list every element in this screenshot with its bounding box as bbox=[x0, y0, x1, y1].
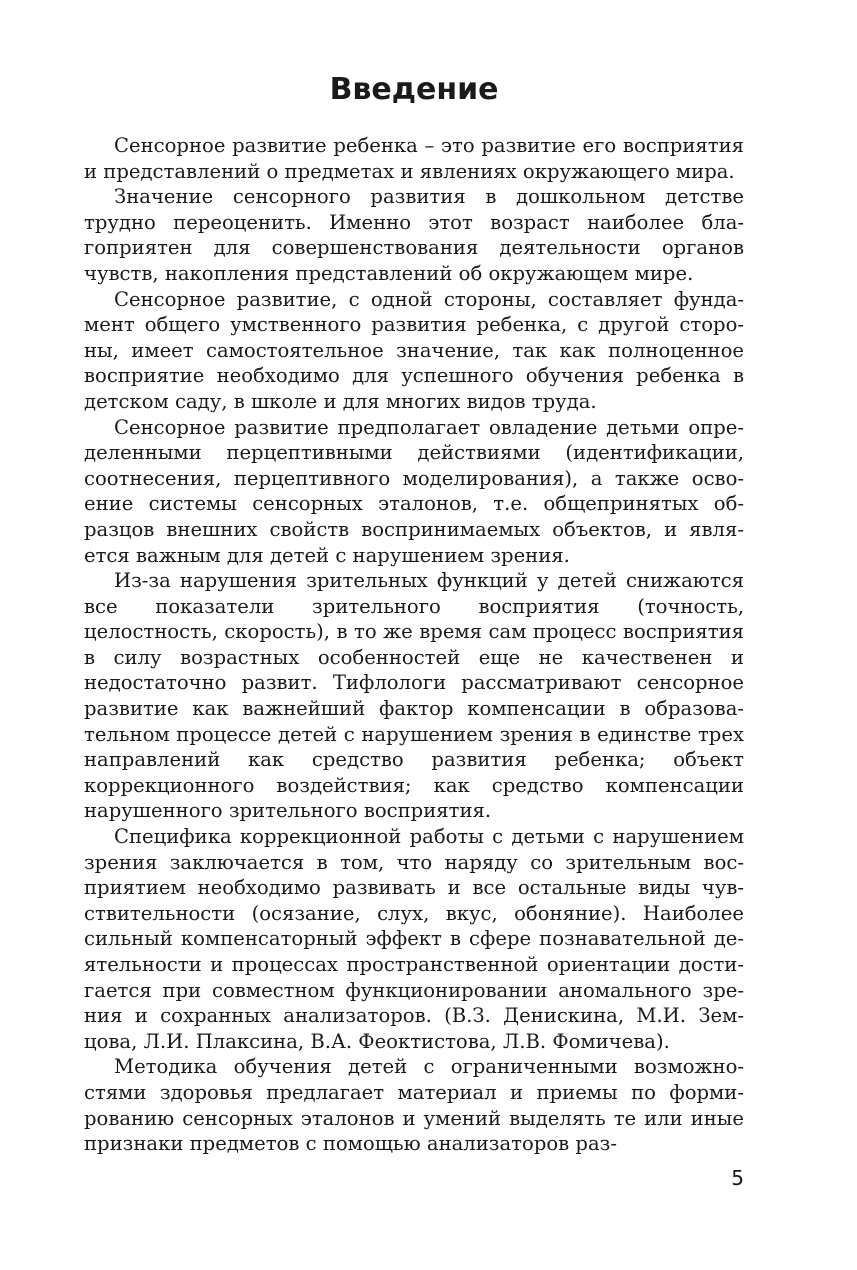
page-content bbox=[84, 62, 744, 1157]
paragraph-6: Специфика коррекционной работы с детьми с нарушением зрения заключается в том, что наряду со зрительным восприятием необходимо развивать и все остальные виды чувствительности (осязание, слух, вкус, обоняние). Наиболее сильный компенсаторный эффект в сфере познавательной деятельности и процессах пространственной ориентации достигается при совместном функционировании аномального зрения и сохранных анализаторов. (В.З. Денискина, М.И. Земцова, Л.И. Плаксина, В.А. Феоктистова, Л.В. Фомичева). bbox=[84, 825, 744, 1053]
paragraph-7: Методика обучения детей с ограниченными возможностями здоровья предлагает материал и приемы по формированию сенсорных эталонов и умений выделять те или иные признаки предметов с помощью анализаторов раз- bbox=[84, 1055, 744, 1156]
page-number: 5 bbox=[731, 1166, 744, 1190]
paragraph-2: Значение сенсорного развития в дошкольном детстве трудно переоценить. Именно этот возраст наиболее благоприятен для совершенствования деятельности органов чувств, накопления представлений об окружающем мире. bbox=[84, 185, 744, 285]
paragraph-5: Из-за нарушения зрительных функций у детей снижаются все показатели зрительного восприятия (точность, целостность, скорость), в то же время сам процесс восприятия в силу возрастных особенностей еще не качественен и недостаточно развит. Тифлологи рассматривают сенсорное развитие как важнейший фактор компенсации в образовательном процессе детей с нарушением зрения в единстве трех направлений как средство развития ребенка; объект коррекционного воздействия; как средство компенсации нарушенного зрительного восприятия. bbox=[84, 569, 744, 823]
paragraph-3: Сенсорное развитие, с одной стороны, составляет фундамент общего умственного развития ребенка, с другой стороны, имеет самостоятельное значение, так как полноценное восприятие необходимо для успешного обучения ребенка в детском саду, в школе и для многих видов труда. bbox=[84, 287, 744, 413]
paragraph-4: Сенсорное развитие предполагает овладение детьми определенными перцептивными действиями (идентификации, соотнесения, перцептивного моделирования), а также освоение системы сенсорных эталонов, т.е. общепринятых образцов внешних свойств воспринимаемых объектов, и является важным для детей с нарушением зрения. bbox=[84, 415, 744, 567]
chapter-title: Введение bbox=[329, 72, 499, 107]
paragraph-1: Сенсорное развитие ребенка – это развитие его восприятия и представлений о предметах и явлениях окружающего мира. bbox=[84, 134, 744, 183]
